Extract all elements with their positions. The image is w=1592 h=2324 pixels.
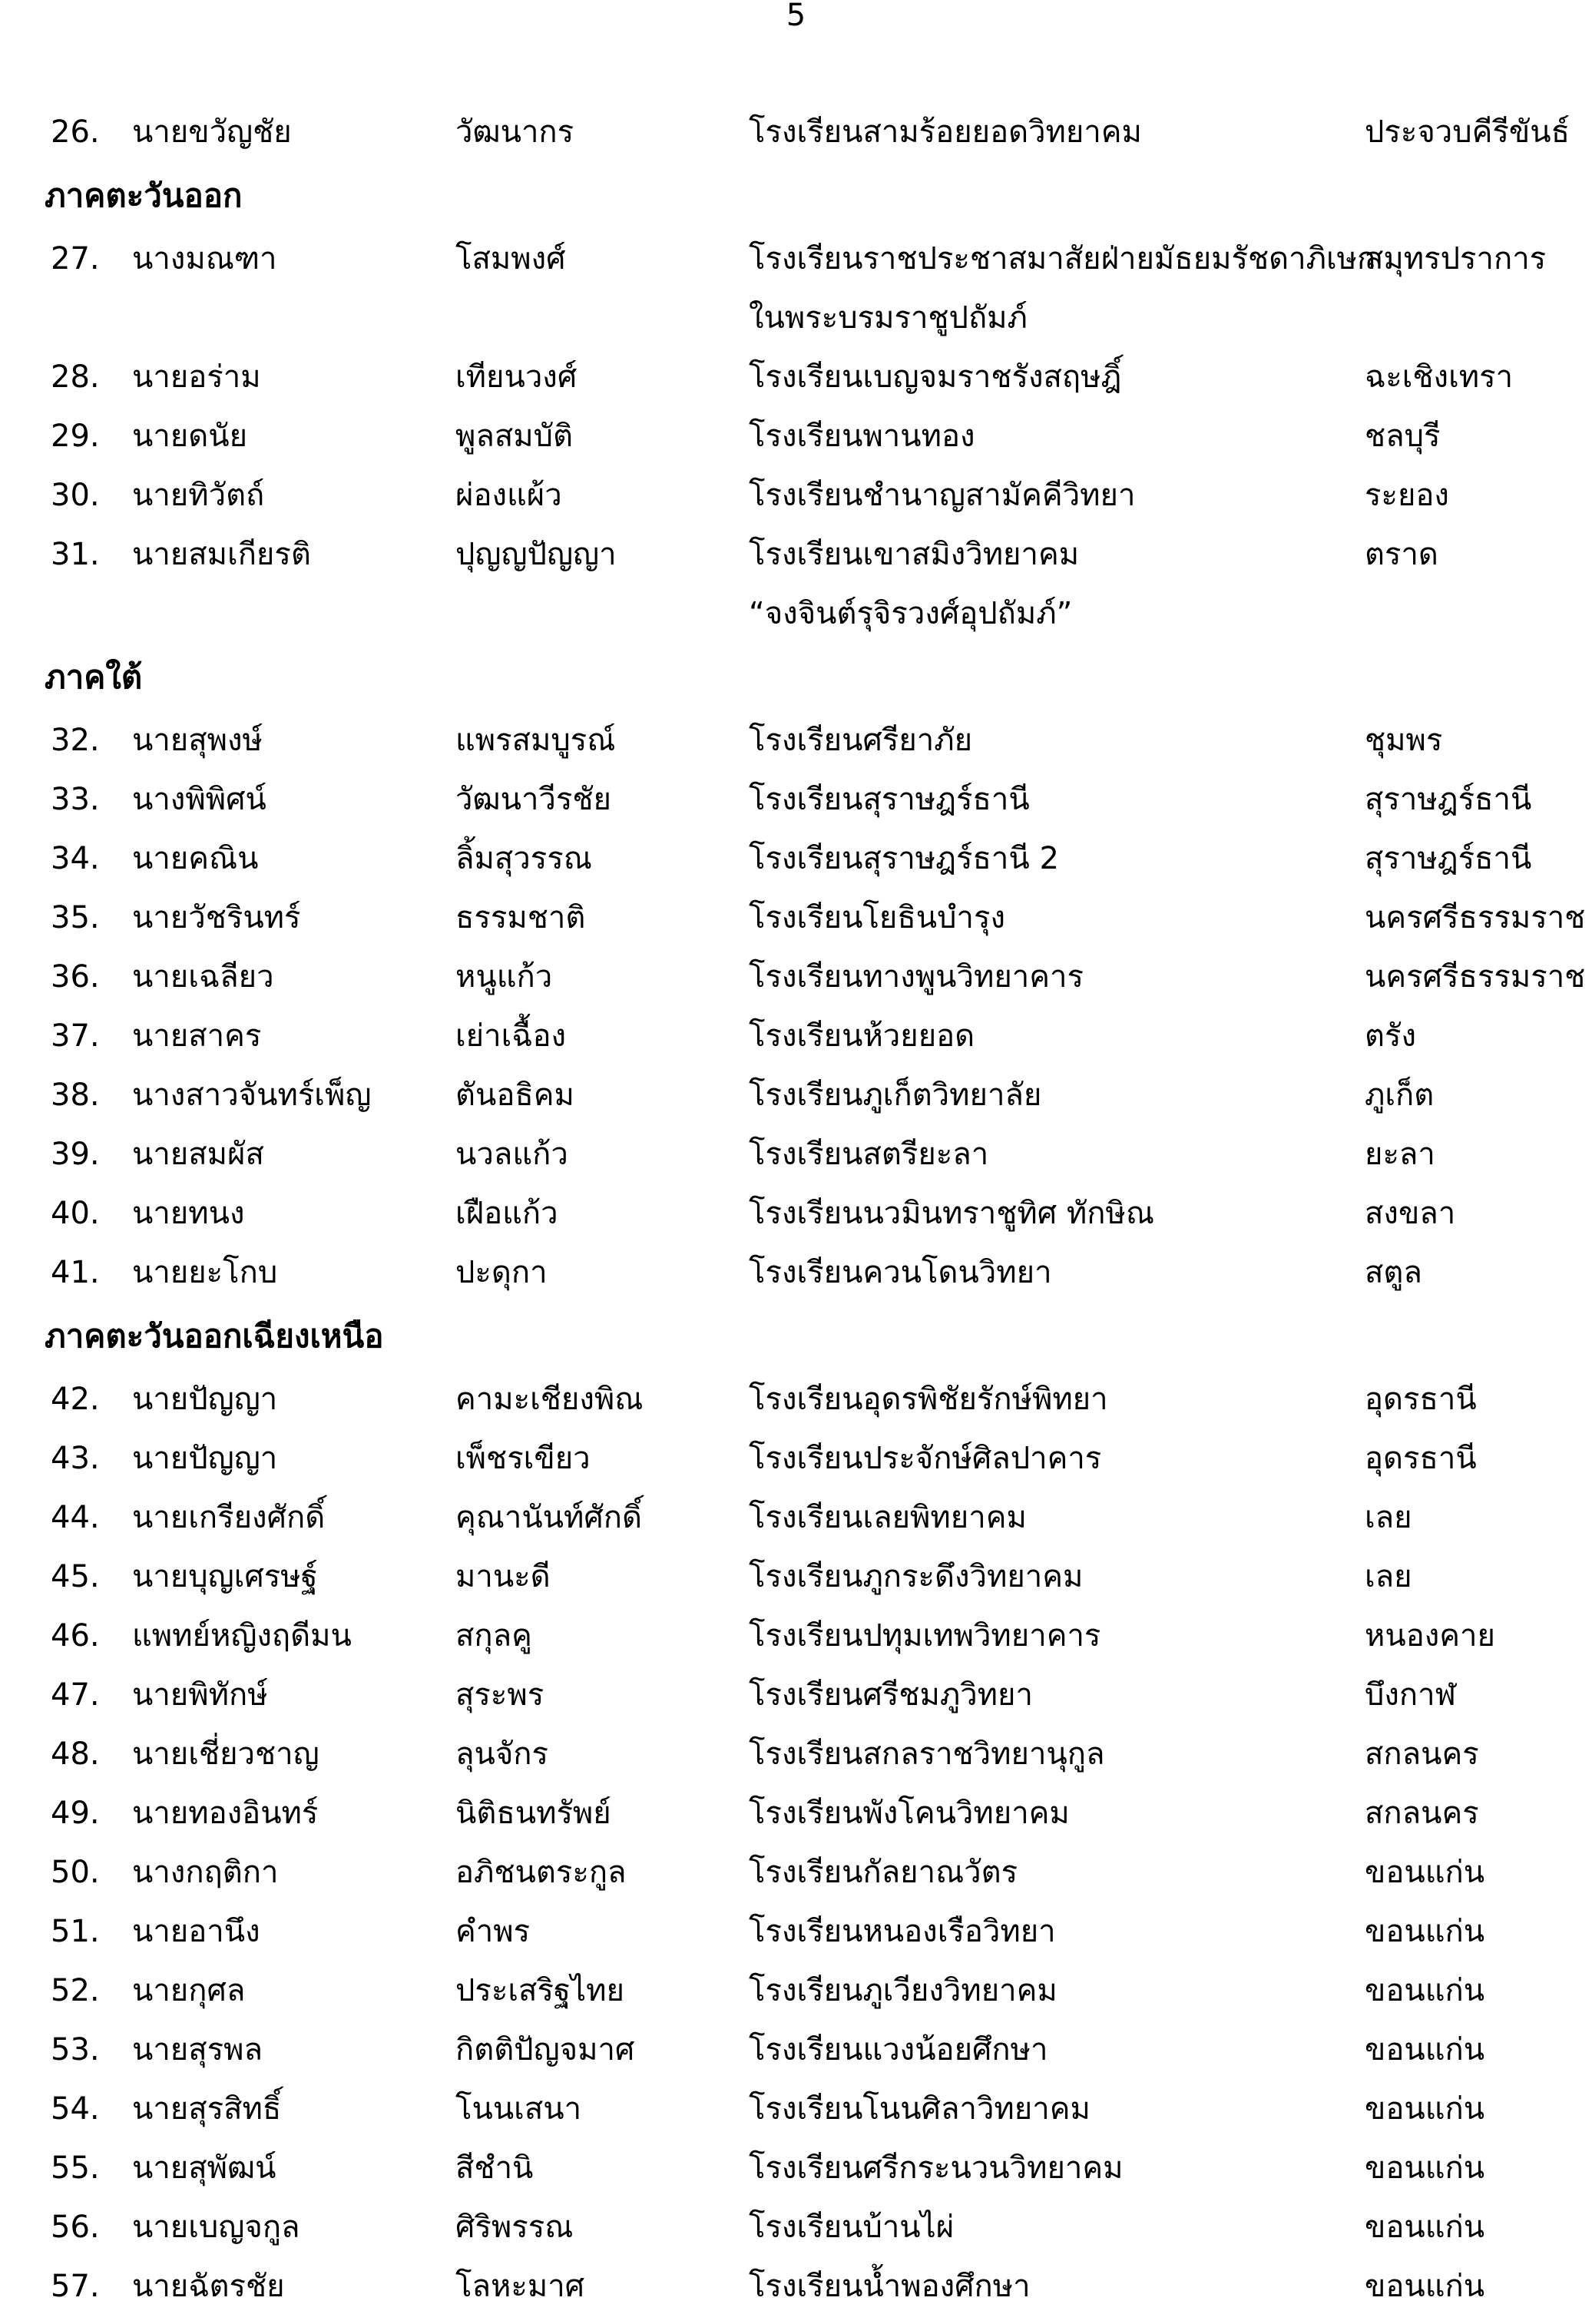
school-name: โรงเรียนโยธินบำรุง (749, 900, 1005, 935)
item-number: 30. (51, 478, 100, 513)
school-name: โรงเรียนสามร้อยยอดวิทยาคม (749, 114, 1142, 150)
first-name: นายสาคร (132, 1018, 262, 1054)
item-number: 35. (51, 900, 100, 935)
province: ตราด (1365, 537, 1438, 572)
first-name: นายบุญเศรษฐ์ (132, 1559, 318, 1594)
school-name: โรงเรียนควนโดนวิทยา (749, 1255, 1052, 1290)
list-item (0, 2257, 1592, 2316)
last-name: ลิ้มสุวรรณ (455, 841, 592, 876)
province: สกลนคร (1365, 1736, 1479, 1772)
last-name: ศิริพรรณ (455, 2210, 574, 2245)
item-number: 49. (51, 1796, 100, 1831)
item-number: 45. (51, 1559, 100, 1594)
first-name: นายทนง (132, 1196, 245, 1231)
list-item (0, 103, 1592, 162)
item-number: 54. (51, 2091, 100, 2127)
first-name: นายสุพัฒน์ (132, 2150, 276, 2186)
item-number: 42. (51, 1382, 100, 1417)
list-item (0, 525, 1592, 584)
first-name: นายสุรพล (132, 2032, 263, 2067)
school-name: โรงเรียนเบญจมราชรังสฤษฎิ์ (749, 359, 1122, 395)
last-name: พูลสมบัติ (455, 419, 574, 454)
first-name: นายสมผัส (132, 1137, 264, 1172)
item-number: 44. (51, 1500, 100, 1535)
first-name: นายสมเกียรติ (132, 537, 311, 572)
list-item (0, 889, 1592, 948)
last-name: วัฒนาวีรชัย (455, 782, 611, 817)
item-number: 50. (51, 1855, 100, 1890)
province: สมุทรปราการ (1365, 241, 1547, 276)
item-number: 51. (51, 1914, 100, 1949)
school-name: โรงเรียนชำนาญสามัคคีวิทยา (749, 478, 1136, 513)
item-number: 36. (51, 959, 100, 995)
first-name: นายทิวัตถ์ (132, 478, 265, 513)
school-name: โรงเรียนศรีกระนวนวิทยาคม (749, 2150, 1124, 2186)
province: ขอนแก่น (1365, 2269, 1485, 2304)
first-name: นายดนัย (132, 419, 247, 454)
school-name: โรงเรียนศรียาภัย (749, 723, 973, 758)
last-name: เย่าเฉื้อง (455, 1018, 567, 1054)
first-name: นางมณฑา (132, 241, 277, 276)
last-name: เฝือแก้ว (455, 1196, 558, 1231)
item-number: 41. (51, 1255, 100, 1290)
province: ยะลา (1365, 1137, 1435, 1172)
school-name-line2: ในพระบรมราชูปถัมภ์ (749, 300, 1028, 336)
school-name-line2: “จงจินต์รุจิรวงศ์อุปถัมภ์” (749, 596, 1073, 631)
list-item (0, 1429, 1592, 1488)
page-number: 5 (786, 0, 806, 33)
first-name: นายเชี่ยวชาญ (132, 1736, 319, 1772)
item-number: 55. (51, 2150, 100, 2186)
first-name: นายอานึง (132, 1914, 260, 1949)
list-item-continuation (0, 584, 1592, 644)
list-item (0, 829, 1592, 889)
first-name: นายสุพงษ์ (132, 723, 263, 758)
item-number: 40. (51, 1196, 100, 1231)
school-name: โรงเรียนแวงน้อยศึกษา (749, 2032, 1048, 2067)
province: ฉะเชิงเทรา (1365, 359, 1514, 395)
item-number: 39. (51, 1137, 100, 1172)
item-number: 28. (51, 359, 100, 395)
first-name: นายปัญญา (132, 1441, 278, 1476)
last-name: นิติธนทรัพย์ (455, 1796, 611, 1831)
province: ประจวบคีรีขันธ์ (1365, 114, 1570, 150)
last-name: ผ่องแผ้ว (455, 478, 562, 513)
school-name: โรงเรียนประจักษ์ศิลปาคาร (749, 1441, 1102, 1476)
school-name: โรงเรียนภูกระดึงวิทยาคม (749, 1559, 1084, 1594)
province: ขอนแก่น (1365, 2091, 1485, 2127)
list-item (0, 1607, 1592, 1666)
list-item (0, 348, 1592, 407)
school-name: โรงเรียนพังโคนวิทยาคม (749, 1796, 1070, 1831)
last-name: เทียนวงศ์ (455, 359, 578, 395)
province: หนองคาย (1365, 1618, 1495, 1654)
last-name: ประเสริฐไทย (455, 1973, 624, 2008)
first-name: นายเฉลียว (132, 959, 274, 995)
list-item (0, 1243, 1592, 1303)
province: ขอนแก่น (1365, 1855, 1485, 1890)
school-name: โรงเรียนศรีชมภูวิทยา (749, 1677, 1033, 1713)
last-name: มานะดี (455, 1559, 551, 1594)
first-name: นายทองอินทร์ (132, 1796, 319, 1831)
list-item (0, 407, 1592, 466)
last-name: เพ็ชรเขียว (455, 1441, 591, 1476)
item-number: 34. (51, 841, 100, 876)
school-name: โรงเรียนสกลราชวิทยานุกูล (749, 1736, 1105, 1772)
item-number: 33. (51, 782, 100, 817)
first-name: นายพิทักษ์ (132, 1677, 268, 1713)
last-name: สกุลคู (455, 1618, 532, 1654)
province: เลย (1365, 1559, 1412, 1594)
last-name: อภิชนตระกูล (455, 1855, 627, 1890)
last-name: แพรสมบูรณ์ (455, 723, 616, 758)
item-number: 53. (51, 2032, 100, 2067)
region-heading: ภาคตะวันออกเฉียงเหนือ (45, 1317, 384, 1355)
province: ตรัง (1365, 1018, 1416, 1054)
item-number: 47. (51, 1677, 100, 1713)
last-name: โนนเสนา (455, 2091, 582, 2127)
list-item (0, 1066, 1592, 1125)
first-name: นายฉัตรชัย (132, 2269, 285, 2304)
item-number: 38. (51, 1078, 100, 1113)
first-name: นางกฤติกา (132, 1855, 279, 1890)
first-name: นายขวัญชัย (132, 114, 292, 150)
list-item (0, 1666, 1592, 1725)
province: ขอนแก่น (1365, 2210, 1485, 2245)
school-name: โรงเรียนพานทอง (749, 419, 975, 454)
item-number: 26. (51, 114, 100, 150)
school-name: โรงเรียนอุดรพิชัยรักษ์พิทยา (749, 1382, 1108, 1417)
list-item (0, 2021, 1592, 2080)
item-number: 46. (51, 1618, 100, 1654)
school-name: โรงเรียนราชประชาสมาสัยฝ่ายมัธยมรัชดาภิเษก (749, 241, 1376, 276)
province: ภูเก็ต (1365, 1078, 1435, 1113)
item-number: 37. (51, 1018, 100, 1054)
first-name: นายอร่าม (132, 359, 261, 395)
province: นครศรีธรรมราช (1365, 900, 1586, 935)
item-number: 43. (51, 1441, 100, 1476)
last-name: ปุญญปัญญา (455, 537, 617, 572)
list-item (0, 1784, 1592, 1843)
school-name: โรงเรียนสตรียะลา (749, 1137, 989, 1172)
item-number: 29. (51, 419, 100, 454)
province: ชลบุรี (1365, 419, 1441, 454)
last-name: สุระพร (455, 1677, 544, 1713)
school-name: โรงเรียนห้วยยอด (749, 1018, 975, 1054)
province: ขอนแก่น (1365, 2032, 1485, 2067)
list-item (0, 1370, 1592, 1429)
last-name: นวลแก้ว (455, 1137, 568, 1172)
first-name: นายกุศล (132, 1973, 246, 2008)
item-number: 27. (51, 241, 100, 276)
province: สงขลา (1365, 1196, 1456, 1231)
last-name: ลุนจักร (455, 1736, 548, 1772)
last-name: กิตติปัญจมาศ (455, 2032, 635, 2067)
last-name: โสมพงศ์ (455, 241, 566, 276)
school-name: โรงเรียนหนองเรือวิทยา (749, 1914, 1056, 1949)
school-name: โรงเรียนกัลยาณวัตร (749, 1855, 1018, 1890)
school-name: โรงเรียนน้ำพองศึกษา (749, 2269, 1031, 2304)
list-item (0, 1007, 1592, 1066)
school-name: โรงเรียนโนนศิลาวิทยาคม (749, 2091, 1091, 2127)
list-item (0, 1902, 1592, 1961)
province: นครศรีธรรมราช (1365, 959, 1586, 995)
list-item (0, 230, 1592, 289)
last-name: คามะเชียงพิณ (455, 1382, 644, 1417)
item-number: 31. (51, 537, 100, 572)
school-name: โรงเรียนภูเวียงวิทยาคม (749, 1973, 1057, 2008)
last-name: ธรรมชาติ (455, 900, 586, 935)
school-name: โรงเรียนเลยพิทยาคม (749, 1500, 1027, 1535)
region-heading: ภาคตะวันออก (45, 177, 243, 214)
first-name: นายคณิน (132, 841, 259, 876)
list-item (0, 1843, 1592, 1902)
last-name: โลหะมาศ (455, 2269, 585, 2304)
school-name: โรงเรียนปทุมเทพวิทยาคาร (749, 1618, 1101, 1654)
item-number: 48. (51, 1736, 100, 1772)
last-name: วัฒนากร (455, 114, 574, 150)
list-item (0, 770, 1592, 829)
school-name: โรงเรียนภูเก็ตวิทยาลัย (749, 1078, 1042, 1113)
list-item (0, 1961, 1592, 2021)
last-name: หนูแก้ว (455, 959, 553, 995)
province: ขอนแก่น (1365, 2150, 1485, 2186)
list-item (0, 711, 1592, 770)
list-item (0, 2139, 1592, 2198)
province: สุราษฎร์ธานี (1365, 782, 1532, 817)
province: อุดรธานี (1365, 1382, 1477, 1417)
list-item (0, 2198, 1592, 2257)
name-list (0, 103, 1592, 2316)
item-number: 52. (51, 1973, 100, 2008)
first-name: นางสาวจันทร์เพ็ญ (132, 1078, 372, 1113)
item-number: 57. (51, 2269, 100, 2304)
province: ระยอง (1365, 478, 1449, 513)
school-name: โรงเรียนนวมินทราชูทิศ ทักษิณ (749, 1196, 1154, 1231)
first-name: นางพิพิศน์ (132, 782, 266, 817)
last-name: คุณานันท์ศักดิ์ (455, 1500, 642, 1535)
last-name: ปะดุกา (455, 1255, 548, 1290)
province: ชุมพร (1365, 723, 1443, 758)
province: สกลนคร (1365, 1796, 1479, 1831)
first-name: แพทย์หญิงฤดีมน (132, 1618, 352, 1654)
school-name: โรงเรียนสุราษฎร์ธานี 2 (749, 841, 1059, 876)
school-name: โรงเรียนบ้านไผ่ (749, 2210, 955, 2245)
first-name: นายเกรียงศักดิ์ (132, 1500, 326, 1535)
last-name: ตันอธิคม (455, 1078, 574, 1113)
region-heading: ภาคใต้ (45, 658, 143, 696)
item-number: 56. (51, 2210, 100, 2245)
province: สุราษฎร์ธานี (1365, 841, 1532, 876)
list-item (0, 1725, 1592, 1784)
province: ขอนแก่น (1365, 1914, 1485, 1949)
list-item-continuation (0, 289, 1592, 348)
list-item (0, 1488, 1592, 1548)
list-item (0, 466, 1592, 525)
school-name: โรงเรียนเขาสมิงวิทยาคม (749, 537, 1080, 572)
first-name: นายเบญจกูล (132, 2210, 300, 2245)
first-name: นายปัญญา (132, 1382, 278, 1417)
province: อุดรธานี (1365, 1441, 1477, 1476)
list-item (0, 1184, 1592, 1243)
last-name: คำพร (455, 1914, 531, 1949)
list-item (0, 1125, 1592, 1184)
first-name: นายสุรสิทธิ์ (132, 2091, 282, 2127)
first-name: นายยะโกบ (132, 1255, 278, 1290)
school-name: โรงเรียนทางพูนวิทยาคาร (749, 959, 1084, 995)
list-item (0, 2080, 1592, 2139)
first-name: นายวัชรินทร์ (132, 900, 301, 935)
list-item (0, 948, 1592, 1007)
province: เลย (1365, 1500, 1412, 1535)
last-name: สีชำนิ (455, 2150, 534, 2186)
item-number: 32. (51, 723, 100, 758)
province: ขอนแก่น (1365, 1973, 1485, 2008)
province: บึงกาฬ (1365, 1677, 1456, 1713)
province: สตูล (1365, 1255, 1422, 1290)
school-name: โรงเรียนสุราษฎร์ธานี (749, 782, 1030, 817)
list-item (0, 1548, 1592, 1607)
